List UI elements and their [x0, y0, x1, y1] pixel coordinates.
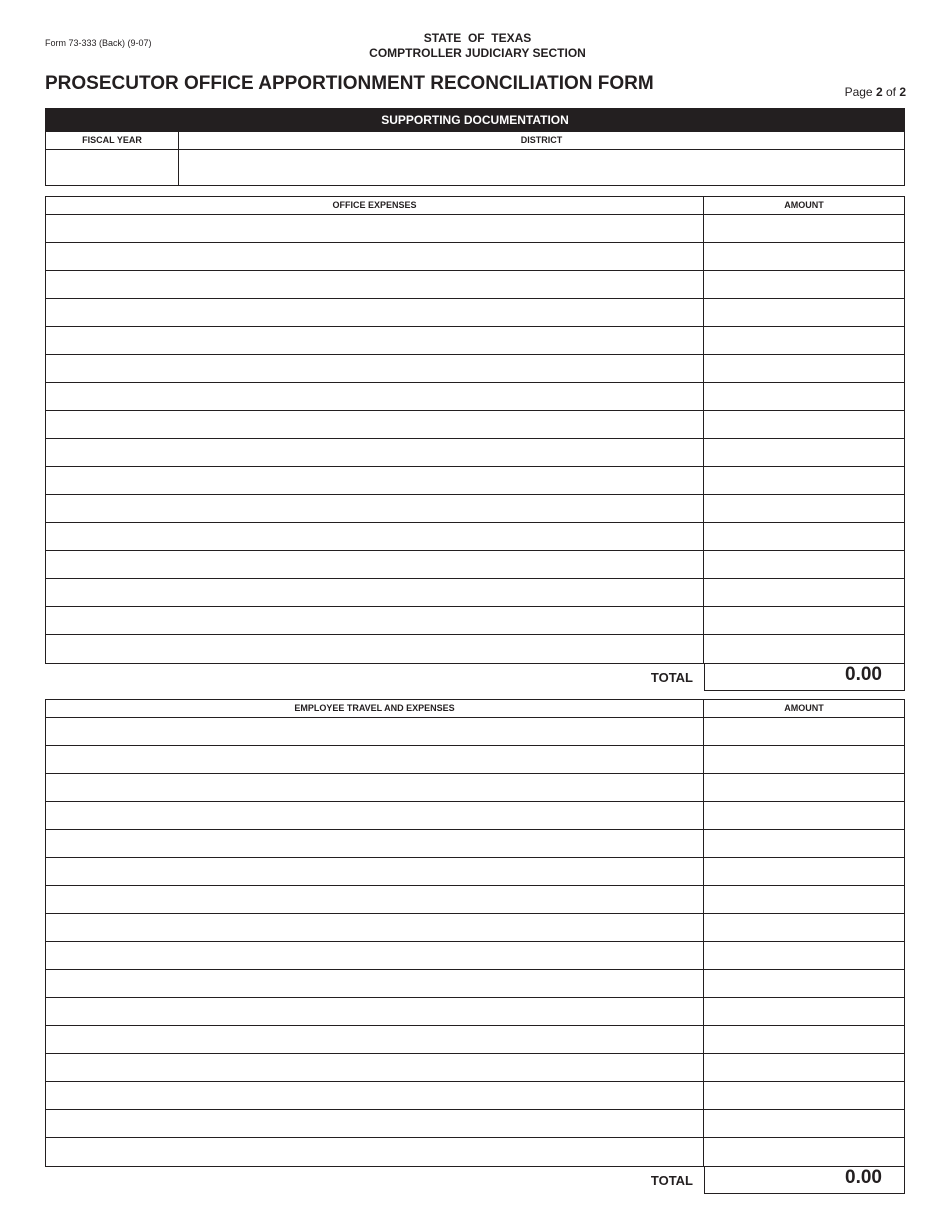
page-of: of: [882, 85, 900, 99]
page-total: 2: [899, 85, 906, 99]
office-expense-amount-input[interactable]: [704, 523, 904, 550]
travel-expense-description-input[interactable]: [46, 746, 702, 773]
office-expense-amount-input[interactable]: [704, 635, 904, 662]
office-expense-description-input[interactable]: [46, 355, 702, 382]
travel-expense-description-input[interactable]: [46, 1110, 702, 1137]
office-expense-amount-input[interactable]: [704, 579, 904, 606]
office-expense-description-input[interactable]: [46, 411, 702, 438]
form-title: PROSECUTOR OFFICE APPORTIONMENT RECONCILIATION FORM: [45, 73, 654, 94]
travel-expense-row: [46, 858, 904, 886]
travel-expense-row: [46, 886, 904, 914]
office-expenses-header-row: [46, 197, 904, 215]
travel-expense-description-input[interactable]: [46, 830, 702, 857]
agency-section: COMPTROLLER JUDICIARY SECTION: [369, 46, 586, 60]
office-expense-row: [46, 439, 904, 467]
travel-expense-row: [46, 1110, 904, 1138]
fiscal-year-input[interactable]: [46, 150, 177, 185]
office-expense-description-input[interactable]: [46, 579, 702, 606]
travel-expense-amount-input[interactable]: [704, 1110, 904, 1137]
travel-expenses-header: EMPLOYEE TRAVEL AND EXPENSES: [294, 703, 455, 713]
office-expense-row: [46, 523, 904, 551]
travel-expense-description-input[interactable]: [46, 1082, 702, 1109]
office-expense-amount-input[interactable]: [704, 355, 904, 382]
travel-expense-amount-input[interactable]: [704, 942, 904, 969]
travel-expense-amount-input[interactable]: [704, 1026, 904, 1053]
page-prefix: Page: [844, 85, 876, 99]
office-expense-row: [46, 551, 904, 579]
office-expense-row: [46, 271, 904, 299]
form-number: Form 73-333 (Back) (9-07): [45, 38, 152, 48]
office-expenses-table: [45, 196, 905, 664]
travel-expense-amount-input[interactable]: [704, 998, 904, 1025]
travel-total-box: [704, 1166, 905, 1194]
office-expense-amount-input[interactable]: [704, 299, 904, 326]
travel-expense-row: [46, 1026, 904, 1054]
office-expense-description-input[interactable]: [46, 495, 702, 522]
travel-expense-description-input[interactable]: [46, 998, 702, 1025]
travel-expense-row: [46, 914, 904, 942]
office-expense-amount-input[interactable]: [704, 439, 904, 466]
office-expense-amount-input[interactable]: [704, 271, 904, 298]
travel-expense-row: [46, 1054, 904, 1082]
travel-amount-header: AMOUNT: [784, 703, 824, 713]
fiscal-year-label: FISCAL YEAR: [82, 135, 142, 145]
travel-expense-amount-input[interactable]: [704, 718, 904, 745]
travel-expense-description-input[interactable]: [46, 914, 702, 941]
travel-total-label: TOTAL: [650, 1173, 693, 1188]
travel-expense-amount-input[interactable]: [704, 886, 904, 913]
travel-expense-description-input[interactable]: [46, 942, 702, 969]
office-expense-description-input[interactable]: [46, 327, 702, 354]
travel-expense-row: [46, 1082, 904, 1110]
office-expense-amount-input[interactable]: [704, 327, 904, 354]
office-expense-description-input[interactable]: [46, 635, 702, 662]
travel-expense-row: [46, 998, 904, 1026]
office-expense-description-input[interactable]: [46, 551, 702, 578]
supporting-documentation-title: SUPPORTING DOCUMENTATION: [45, 108, 905, 132]
office-expense-description-input[interactable]: [46, 271, 702, 298]
travel-expense-amount-input[interactable]: [704, 1054, 904, 1081]
travel-total-value: 0.00: [845, 1167, 882, 1188]
travel-expense-row: [46, 746, 904, 774]
travel-expense-description-input[interactable]: [46, 718, 702, 745]
page-current: 2: [875, 85, 883, 99]
travel-expense-amount-input[interactable]: [704, 746, 904, 773]
office-expense-row: [46, 383, 904, 411]
office-expense-row: [46, 299, 904, 327]
office-expense-row: [46, 635, 904, 663]
page-indicator: [845, 85, 906, 99]
office-expense-amount-input[interactable]: [704, 467, 904, 494]
office-total-box: [704, 663, 905, 691]
travel-expense-description-input[interactable]: [46, 858, 702, 885]
travel-expense-description-input[interactable]: [46, 1026, 702, 1053]
agency-state: STATE OF TEXAS: [423, 31, 532, 45]
travel-expense-amount-input[interactable]: [704, 802, 904, 829]
office-expense-description-input[interactable]: [46, 523, 702, 550]
office-expense-row: [46, 215, 904, 243]
office-expense-amount-input[interactable]: [704, 411, 904, 438]
travel-expense-row: [46, 942, 904, 970]
office-expense-amount-input[interactable]: [704, 495, 904, 522]
travel-expense-row: [46, 802, 904, 830]
travel-expenses-table: [45, 699, 905, 1167]
office-expenses-header: OFFICE EXPENSES: [332, 200, 417, 210]
office-expense-row: [46, 579, 904, 607]
travel-expense-description-input[interactable]: [46, 802, 702, 829]
office-expense-description-input[interactable]: [46, 467, 702, 494]
travel-expense-description-input[interactable]: [46, 886, 702, 913]
travel-expense-description-input[interactable]: [46, 1138, 702, 1165]
office-expense-description-input[interactable]: [46, 299, 702, 326]
office-expense-row: [46, 243, 904, 271]
fiscal-district-table: [45, 132, 905, 186]
travel-expense-amount-input[interactable]: [704, 970, 904, 997]
office-expense-description-input[interactable]: [46, 383, 702, 410]
travel-expense-description-input[interactable]: [46, 1054, 702, 1081]
travel-expense-description-input[interactable]: [46, 774, 702, 801]
office-expense-amount-input[interactable]: [704, 215, 904, 242]
travel-expense-amount-input[interactable]: [704, 1082, 904, 1109]
office-total-value: 0.00: [845, 664, 882, 685]
office-expense-description-input[interactable]: [46, 439, 702, 466]
travel-expense-amount-input[interactable]: [704, 830, 904, 857]
travel-expense-row: [46, 718, 904, 746]
office-expense-row: [46, 355, 904, 383]
office-expense-row: [46, 411, 904, 439]
office-amount-header: AMOUNT: [784, 200, 824, 210]
office-expense-description-input[interactable]: [46, 607, 702, 634]
travel-expense-amount-input[interactable]: [704, 914, 904, 941]
travel-expense-row: [46, 1138, 904, 1166]
district-input[interactable]: [180, 150, 904, 185]
travel-expense-amount-input[interactable]: [704, 774, 904, 801]
travel-expense-description-input[interactable]: [46, 970, 702, 997]
office-expense-amount-input[interactable]: [704, 383, 904, 410]
office-expense-row: [46, 327, 904, 355]
travel-expenses-header-row: [46, 700, 904, 718]
travel-expense-row: [46, 830, 904, 858]
district-label: DISTRICT: [520, 135, 563, 145]
travel-expense-row: [46, 970, 904, 998]
office-expense-row: [46, 495, 904, 523]
office-expense-row: [46, 607, 904, 635]
travel-expense-row: [46, 774, 904, 802]
travel-expense-amount-input[interactable]: [704, 858, 904, 885]
travel-expense-amount-input[interactable]: [704, 1138, 904, 1165]
office-expense-amount-input[interactable]: [704, 607, 904, 634]
office-expense-amount-input[interactable]: [704, 243, 904, 270]
office-total-label: TOTAL: [650, 670, 693, 685]
office-expense-amount-input[interactable]: [704, 551, 904, 578]
office-expense-row: [46, 467, 904, 495]
office-expense-description-input[interactable]: [46, 243, 702, 270]
office-expense-description-input[interactable]: [46, 215, 702, 242]
